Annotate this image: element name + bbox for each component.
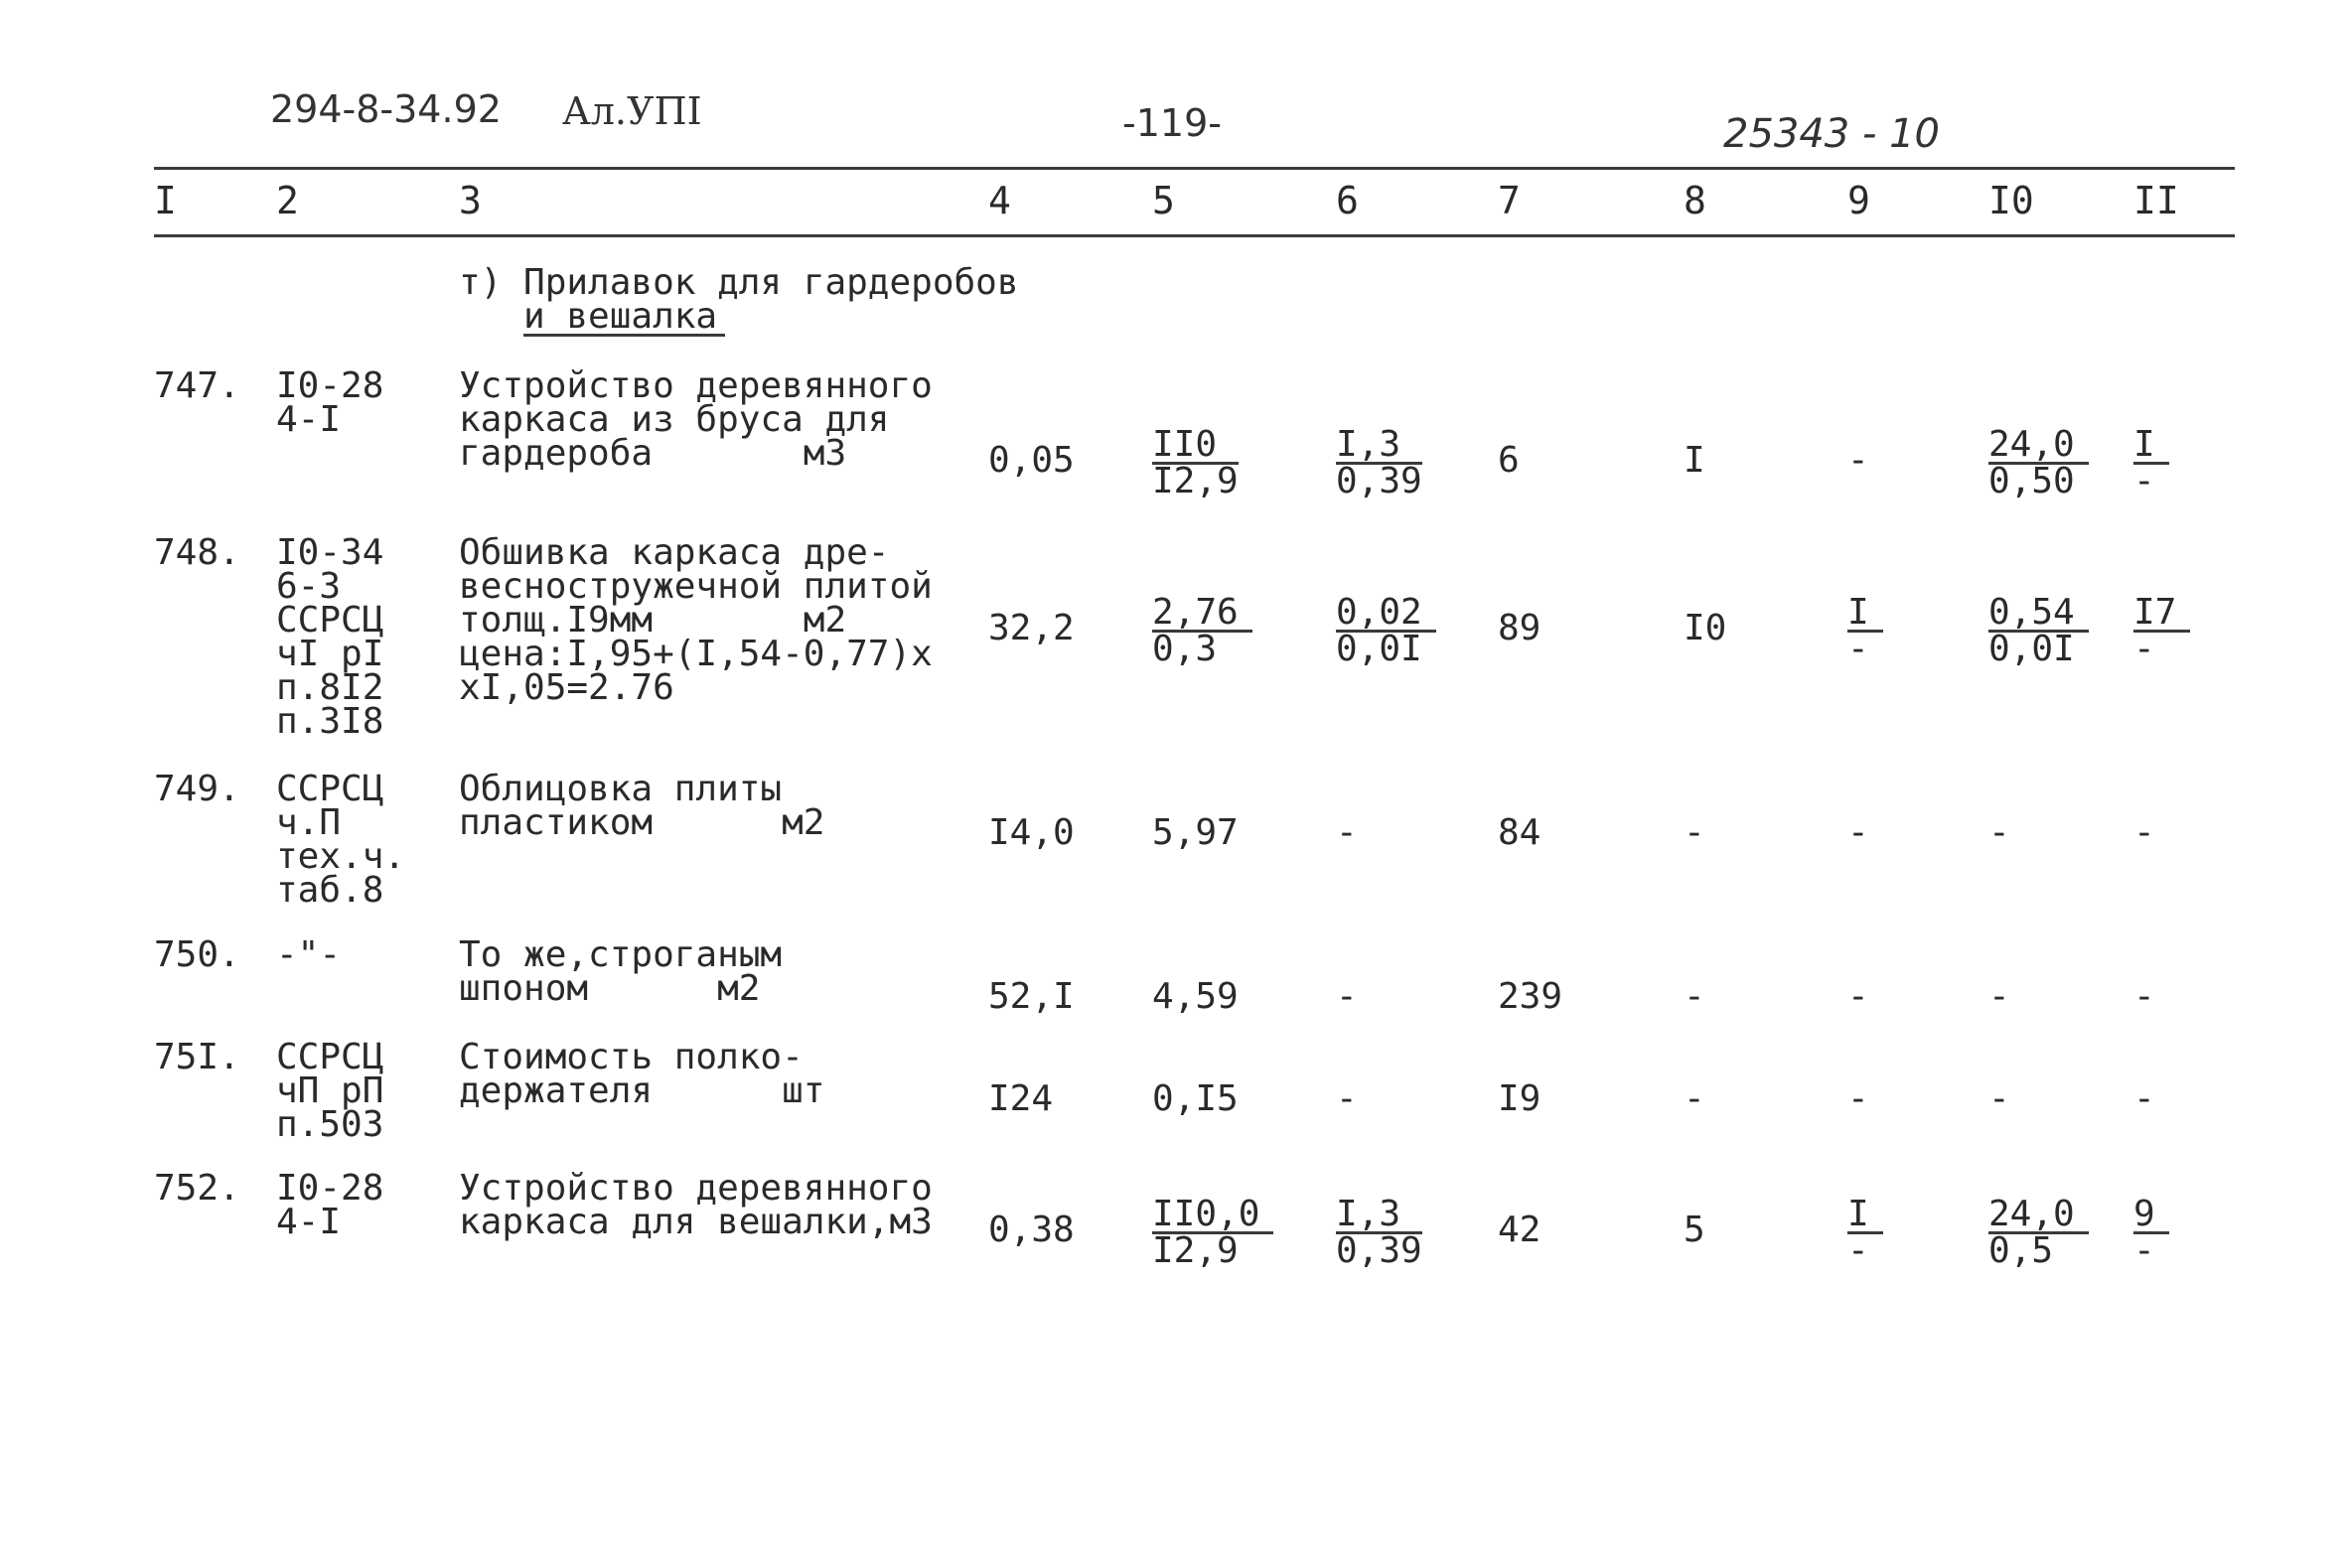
row-col6 xyxy=(1336,1194,1422,1271)
row-col8: I0 xyxy=(1684,608,1727,648)
row-col6: - xyxy=(1336,812,1358,853)
row-code: I0-28 4-I xyxy=(276,1168,384,1242)
row-col11-numerator: I7 xyxy=(2133,596,2190,633)
row-col10 xyxy=(1988,592,2089,669)
row-col11 xyxy=(2133,592,2190,669)
row-number: 748. xyxy=(154,532,240,573)
row-number: 75I. xyxy=(154,1037,240,1077)
row-code: I0-34 6-3 ССРСЦ чI рI п.8I2 п.3I8 xyxy=(276,532,384,742)
row-number: 752. xyxy=(154,1168,240,1209)
header-top-rule xyxy=(154,167,2235,170)
row-col11-denominator: - xyxy=(2133,461,2155,501)
row-col7: 6 xyxy=(1498,440,1520,481)
row-col5-numerator: 2,76 xyxy=(1152,596,1252,633)
row-col6: - xyxy=(1336,1078,1358,1119)
row-quantity: 0,38 xyxy=(988,1210,1075,1250)
row-col10-denominator: 0,5 xyxy=(1988,1230,2054,1271)
row-col5: 0,I5 xyxy=(1152,1078,1239,1119)
row-col11-numerator: I xyxy=(2133,428,2169,465)
row-quantity: I4,0 xyxy=(988,812,1075,853)
row-col5-denominator: 0,3 xyxy=(1152,629,1218,669)
row-code: -"- xyxy=(276,934,342,975)
row-col9: - xyxy=(1847,976,1869,1017)
row-col8: - xyxy=(1684,812,1705,853)
row-col10-numerator: 0,54 xyxy=(1988,596,2089,633)
row-number: 747. xyxy=(154,365,240,406)
row-col6-denominator: 0,39 xyxy=(1336,461,1422,501)
row-col9-denominator: - xyxy=(1847,629,1869,669)
column-header-8: 8 xyxy=(1684,179,1706,222)
row-col9-numerator: I xyxy=(1847,596,1883,633)
row-col11 xyxy=(2133,1194,2169,1271)
row-col8: - xyxy=(1684,976,1705,1017)
row-col11-denominator: - xyxy=(2133,629,2155,669)
column-header-10: I0 xyxy=(1988,179,2034,222)
row-col11-numerator: 9 xyxy=(2133,1198,2169,1234)
row-col8: 5 xyxy=(1684,1210,1705,1250)
row-description: Обшивка каркаса дре- весностружечной плитой толщ.I9мм м2 цена:I,95+(I,54-0,77)х хI,05=2.76 xyxy=(459,532,933,708)
row-col7: 84 xyxy=(1498,812,1541,853)
row-col8: I xyxy=(1684,440,1705,481)
row-quantity: I24 xyxy=(988,1078,1054,1119)
row-code: ССРСЦ чП рП п.503 xyxy=(276,1037,384,1145)
album-label: Ал.УПI xyxy=(562,89,702,133)
row-col11: - xyxy=(2133,812,2155,853)
column-header-5: 5 xyxy=(1152,179,1175,222)
row-col7: 89 xyxy=(1498,608,1541,648)
row-col6 xyxy=(1336,424,1422,501)
row-col11: - xyxy=(2133,976,2155,1017)
row-col10-numerator: 24,0 xyxy=(1988,1198,2089,1234)
row-code: ССРСЦ ч.П тех.ч. таб.8 xyxy=(276,769,406,911)
row-col11: - xyxy=(2133,1078,2155,1119)
row-col9-numerator: I xyxy=(1847,1198,1883,1234)
row-col10-denominator: 0,50 xyxy=(1988,461,2075,501)
row-col6-numerator: I,3 xyxy=(1336,428,1422,465)
row-col10: - xyxy=(1988,976,2010,1017)
row-col5: 4,59 xyxy=(1152,976,1239,1017)
row-col9: - xyxy=(1847,440,1869,481)
column-header-11: II xyxy=(2133,179,2179,222)
row-col10 xyxy=(1988,424,2089,501)
row-description: Стоимость полко- держателя шт xyxy=(459,1037,825,1111)
row-col9-denominator: - xyxy=(1847,1230,1869,1271)
column-header-9: 9 xyxy=(1847,179,1870,222)
row-col7: I9 xyxy=(1498,1078,1541,1119)
row-col5: 5,97 xyxy=(1152,812,1239,853)
page-number: -119- xyxy=(1122,101,1222,145)
row-col9: - xyxy=(1847,812,1869,853)
row-quantity: 0,05 xyxy=(988,440,1075,481)
row-col6-denominator: 0,39 xyxy=(1336,1230,1422,1271)
row-col6 xyxy=(1336,592,1436,669)
section-heading: т) Прилавок для гардеробов и вешалка xyxy=(459,262,1019,337)
row-col7: 42 xyxy=(1498,1210,1541,1250)
row-description: Устройство деревянного каркаса из бруса для гардероба м3 xyxy=(459,365,933,474)
row-quantity: 32,2 xyxy=(988,608,1075,648)
column-header-2: 2 xyxy=(276,179,299,222)
row-col5-numerator: II0,0 xyxy=(1152,1198,1273,1234)
row-col10: - xyxy=(1988,1078,2010,1119)
row-code: I0-28 4-I xyxy=(276,365,384,440)
row-description: Облицовка плиты пластиком м2 xyxy=(459,769,825,843)
row-col9 xyxy=(1847,1194,1883,1271)
archive-stamp: 25343 - 10 xyxy=(1723,111,1941,157)
row-col10-denominator: 0,0I xyxy=(1988,629,2075,669)
column-header-4: 4 xyxy=(988,179,1011,222)
row-col5 xyxy=(1152,592,1252,669)
column-header-1: I xyxy=(154,179,177,222)
row-col11 xyxy=(2133,424,2169,501)
row-col6-denominator: 0,0I xyxy=(1336,629,1422,669)
row-col10 xyxy=(1988,1194,2089,1271)
row-description: Устройство деревянного каркаса для вешалки,м3 xyxy=(459,1168,933,1242)
row-col7: 239 xyxy=(1498,976,1563,1017)
row-col6-numerator: 0,02 xyxy=(1336,596,1436,633)
row-col6: - xyxy=(1336,976,1358,1017)
row-col9 xyxy=(1847,592,1883,669)
row-number: 750. xyxy=(154,934,240,975)
row-col5-numerator: II0 xyxy=(1152,428,1239,465)
row-col10-numerator: 24,0 xyxy=(1988,428,2089,465)
row-col10: - xyxy=(1988,812,2010,853)
column-header-3: 3 xyxy=(459,179,482,222)
header-bottom-rule xyxy=(154,234,2235,237)
row-col5-denominator: I2,9 xyxy=(1152,1230,1239,1271)
row-col11-denominator: - xyxy=(2133,1230,2155,1271)
row-col5-denominator: I2,9 xyxy=(1152,461,1239,501)
row-col6-numerator: I,3 xyxy=(1336,1198,1422,1234)
column-header-7: 7 xyxy=(1498,179,1521,222)
row-quantity: 52,I xyxy=(988,976,1075,1017)
row-col5 xyxy=(1152,1194,1273,1271)
document-code: 294-8-34.92 xyxy=(270,87,502,131)
row-description: То же,строганым шпоном м2 xyxy=(459,934,783,1009)
row-col8: - xyxy=(1684,1078,1705,1119)
row-number: 749. xyxy=(154,769,240,809)
row-col5 xyxy=(1152,424,1239,501)
row-col9: - xyxy=(1847,1078,1869,1119)
column-header-6: 6 xyxy=(1336,179,1359,222)
